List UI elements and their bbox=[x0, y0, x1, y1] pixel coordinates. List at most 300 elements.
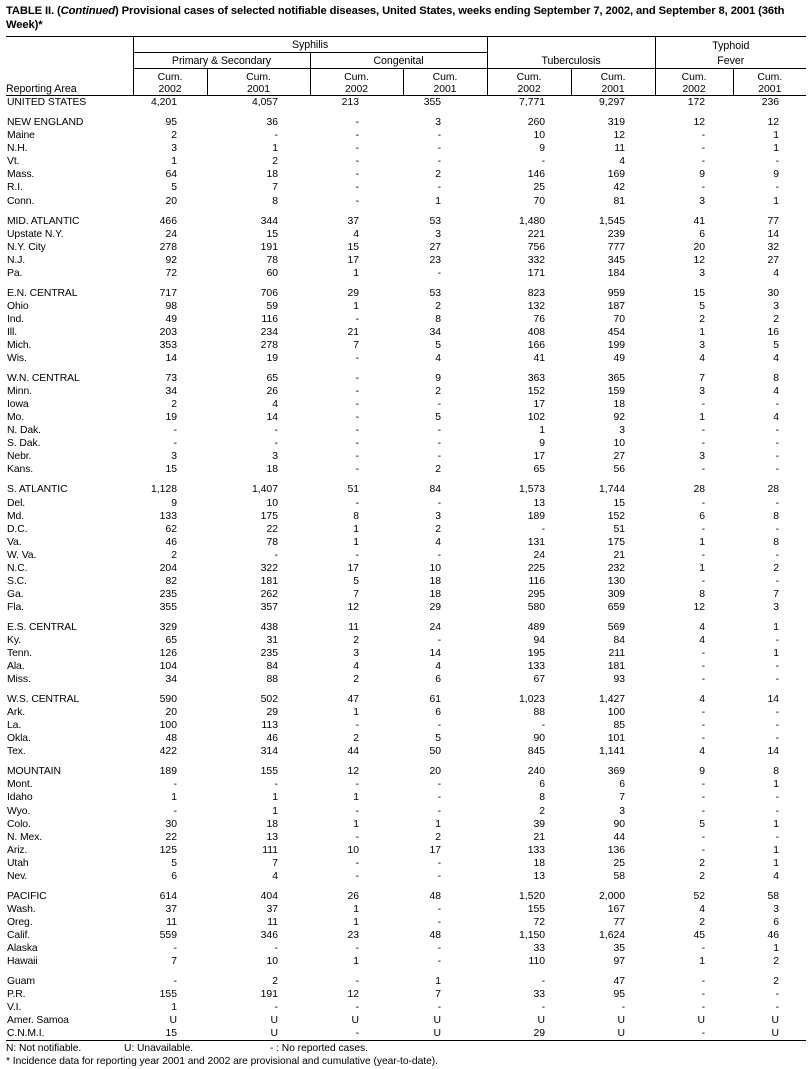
data-cell: 3 bbox=[699, 195, 706, 207]
reporting-area-cell: Upstate N.Y. bbox=[7, 228, 64, 240]
data-cell: 14 bbox=[767, 746, 780, 758]
reporting-area-cell: S.C. bbox=[7, 575, 27, 587]
data-cell: 4 bbox=[353, 228, 359, 240]
table-row bbox=[6, 463, 806, 476]
data-cell: 580 bbox=[527, 601, 546, 613]
data-cell: 1,023 bbox=[519, 694, 546, 706]
data-cell: 167 bbox=[607, 903, 626, 915]
table-row bbox=[6, 805, 806, 818]
data-cell: 20 bbox=[429, 766, 442, 778]
data-cell: 90 bbox=[533, 733, 546, 745]
data-cell: - bbox=[437, 805, 442, 817]
data-cell: 5 bbox=[699, 818, 706, 830]
data-cell: 3 bbox=[619, 425, 626, 437]
data-cell: 1 bbox=[773, 621, 780, 633]
data-cell: - bbox=[355, 438, 359, 450]
colhead-cum: Cum. bbox=[516, 72, 542, 83]
data-cell: 3 bbox=[272, 451, 278, 463]
data-cell: 1,141 bbox=[599, 746, 626, 758]
data-cell: - bbox=[701, 674, 706, 686]
data-cell: 2 bbox=[539, 805, 546, 817]
data-cell: 1 bbox=[353, 956, 359, 968]
data-cell: 7 bbox=[353, 339, 359, 351]
data-cell: 53 bbox=[429, 215, 442, 227]
reporting-area-cell: La. bbox=[7, 720, 22, 732]
data-cell: 9,297 bbox=[599, 97, 626, 109]
data-cell: 37 bbox=[347, 215, 359, 227]
table-row bbox=[6, 398, 806, 411]
reporting-area-cell: W.N. CENTRAL bbox=[7, 373, 80, 385]
data-cell: 58 bbox=[767, 890, 780, 902]
reporting-area-cell: Ind. bbox=[7, 313, 24, 325]
data-cell: - bbox=[355, 720, 359, 732]
data-cell: 155 bbox=[527, 903, 546, 915]
data-cell: - bbox=[775, 805, 780, 817]
data-cell: 133 bbox=[527, 661, 546, 673]
colhead-cum: Cum. bbox=[344, 72, 369, 83]
data-cell: 4 bbox=[773, 870, 780, 882]
data-cell: 31 bbox=[266, 634, 278, 646]
data-cell: 4 bbox=[773, 412, 780, 424]
data-cell: 1 bbox=[435, 195, 442, 207]
data-cell: - bbox=[701, 792, 706, 804]
data-cell: 332 bbox=[527, 254, 546, 266]
data-cell: 48 bbox=[429, 929, 442, 941]
reporting-area-cell: Fla. bbox=[7, 601, 24, 613]
reporting-area-cell: Va. bbox=[7, 536, 22, 548]
data-cell: 133 bbox=[159, 510, 177, 522]
table-row bbox=[6, 241, 806, 254]
table-row bbox=[6, 903, 806, 916]
data-cell: 16 bbox=[767, 326, 780, 338]
data-cell: 1 bbox=[773, 130, 780, 142]
reporting-area-cell: W.S. CENTRAL bbox=[7, 694, 80, 706]
data-cell: 166 bbox=[527, 339, 546, 351]
data-cell: 353 bbox=[159, 339, 177, 351]
data-cell: - bbox=[541, 523, 546, 535]
data-cell: 27 bbox=[613, 451, 626, 463]
data-cell: 363 bbox=[527, 373, 546, 385]
data-cell: 225 bbox=[527, 562, 546, 574]
data-cell: 41 bbox=[693, 215, 706, 227]
data-cell: 27 bbox=[767, 254, 780, 266]
data-cell: 18 bbox=[266, 464, 278, 476]
table-row bbox=[6, 765, 806, 778]
reporting-area-cell: MOUNTAIN bbox=[7, 766, 61, 778]
data-cell: 25 bbox=[533, 182, 546, 194]
data-cell: - bbox=[274, 943, 278, 954]
data-cell: 3 bbox=[435, 228, 442, 240]
data-cell: 295 bbox=[527, 588, 546, 600]
data-cell: 41 bbox=[533, 353, 546, 365]
data-cell: 14 bbox=[165, 353, 177, 365]
header-corner-blank bbox=[6, 37, 133, 53]
legend-n: N: Not notifiable. bbox=[6, 1043, 82, 1055]
reporting-area-cell: Maine bbox=[7, 130, 35, 142]
data-cell: - bbox=[437, 634, 442, 646]
data-cell: 7,771 bbox=[519, 97, 546, 109]
data-cell: 7 bbox=[773, 588, 780, 600]
data-cell: 17 bbox=[347, 562, 359, 574]
data-cell: 12 bbox=[613, 130, 626, 142]
data-cell: 4 bbox=[272, 870, 278, 882]
reporting-area-cell: N. Dak. bbox=[7, 425, 41, 437]
table-row bbox=[6, 437, 806, 450]
reporting-area-cell: Okla. bbox=[7, 733, 31, 745]
table-row bbox=[6, 857, 806, 870]
data-cell: 365 bbox=[607, 373, 626, 385]
data-cell: U bbox=[351, 1015, 359, 1027]
data-cell: 28 bbox=[767, 484, 780, 496]
data-cell: 26 bbox=[266, 386, 278, 398]
data-cell: 355 bbox=[159, 601, 177, 613]
data-cell: - bbox=[775, 674, 780, 686]
data-cell: - bbox=[274, 130, 278, 142]
reporting-area-cell: Ill. bbox=[7, 326, 17, 338]
data-cell: 94 bbox=[533, 634, 546, 646]
data-cell: 235 bbox=[159, 588, 177, 600]
data-cell: 22 bbox=[266, 523, 278, 535]
table-row bbox=[6, 673, 806, 686]
data-cell: 8 bbox=[353, 510, 359, 522]
data-cell: 2 bbox=[272, 976, 278, 988]
data-cell: 3 bbox=[353, 648, 359, 660]
colhead-year: 2002 bbox=[517, 83, 541, 95]
data-cell: 12 bbox=[693, 601, 706, 613]
data-cell: 35 bbox=[613, 943, 626, 954]
reporting-area-cell: Conn. bbox=[7, 195, 35, 207]
data-cell: 1 bbox=[773, 818, 780, 830]
table-row bbox=[6, 450, 806, 463]
data-cell: 1 bbox=[435, 818, 442, 830]
data-cell: - bbox=[701, 156, 706, 168]
data-cell: 25 bbox=[613, 857, 626, 869]
data-cell: 659 bbox=[607, 601, 626, 613]
data-cell: 189 bbox=[527, 510, 546, 522]
data-cell: - bbox=[701, 425, 706, 437]
data-cell: 93 bbox=[613, 674, 626, 686]
data-cell: 110 bbox=[528, 956, 546, 968]
data-cell: 1 bbox=[699, 562, 706, 574]
data-cell: U bbox=[733, 1027, 806, 1041]
data-cell: - bbox=[701, 575, 706, 587]
reporting-area-cell: Del. bbox=[7, 497, 26, 509]
data-cell: 4 bbox=[699, 746, 706, 758]
data-cell: 4 bbox=[619, 156, 626, 168]
table-row bbox=[6, 523, 806, 536]
data-cell: 3 bbox=[699, 451, 706, 463]
spacer-cell bbox=[6, 208, 806, 215]
table-row bbox=[6, 313, 806, 326]
data-cell: 204 bbox=[159, 562, 177, 574]
reporting-area-cell: Nebr. bbox=[7, 451, 32, 463]
data-cell: 14 bbox=[266, 412, 278, 424]
data-cell: 11 bbox=[267, 916, 278, 928]
data-cell: 62 bbox=[165, 523, 177, 535]
reporting-area-cell: N.H. bbox=[7, 143, 28, 155]
data-cell: 78 bbox=[266, 536, 278, 548]
reporting-area-cell: Alaska bbox=[7, 943, 38, 954]
data-cell: - bbox=[437, 1002, 442, 1014]
notifiable-diseases-table bbox=[6, 36, 806, 1041]
data-cell: 24 bbox=[165, 228, 177, 240]
data-cell: - bbox=[775, 497, 780, 509]
data-cell: - bbox=[701, 844, 706, 856]
reporting-area-cell: Nev. bbox=[7, 870, 28, 882]
table-row bbox=[6, 706, 806, 719]
data-cell: - bbox=[775, 182, 780, 194]
data-cell: 2 bbox=[353, 674, 359, 686]
colhead-cum: Cum. bbox=[432, 72, 458, 83]
table-footnotes bbox=[6, 1043, 806, 1069]
data-cell: 33 bbox=[533, 989, 546, 1001]
spacer-cell bbox=[6, 476, 806, 483]
data-cell: 15 bbox=[693, 287, 706, 299]
data-cell: 92 bbox=[613, 412, 626, 424]
data-cell: 2 bbox=[699, 916, 706, 928]
data-cell: - bbox=[437, 451, 442, 463]
data-cell: 24 bbox=[533, 549, 546, 561]
reporting-area-cell: N.C. bbox=[7, 562, 28, 574]
header-row-subgroups bbox=[6, 53, 806, 69]
data-cell: 28 bbox=[693, 484, 706, 496]
data-cell: 3 bbox=[435, 510, 442, 522]
data-cell: 48 bbox=[429, 890, 442, 902]
data-cell: - bbox=[701, 943, 706, 954]
data-cell: 17 bbox=[533, 399, 546, 411]
data-cell: 15 bbox=[613, 497, 626, 509]
data-cell: 4 bbox=[353, 661, 359, 673]
table-row bbox=[6, 155, 806, 168]
data-cell: 152 bbox=[607, 510, 626, 522]
data-cell: - bbox=[437, 267, 442, 279]
data-cell: - bbox=[701, 523, 706, 535]
data-cell: 175 bbox=[260, 510, 278, 522]
column-header-typhoid-2002 bbox=[655, 69, 733, 96]
table-row bbox=[6, 497, 806, 510]
data-cell: 17 bbox=[533, 451, 546, 463]
reporting-area-cell: D.C. bbox=[7, 523, 28, 535]
data-cell: 1,573 bbox=[519, 484, 546, 496]
data-cell: 262 bbox=[260, 588, 278, 600]
data-cell: 221 bbox=[527, 228, 546, 240]
table-row bbox=[6, 254, 806, 267]
reporting-area-cell: Ark. bbox=[7, 707, 26, 719]
data-cell: - bbox=[701, 438, 706, 450]
data-cell: 187 bbox=[607, 300, 626, 312]
group-tuberculosis-spacer bbox=[487, 37, 655, 53]
table-row bbox=[6, 300, 806, 313]
data-cell: 7 bbox=[353, 588, 359, 600]
data-cell: 72 bbox=[533, 916, 546, 928]
footnote-star bbox=[6, 1056, 806, 1069]
column-header-syphilis-ps-2001 bbox=[207, 69, 310, 96]
data-cell: 1 bbox=[773, 143, 780, 155]
data-cell: - bbox=[775, 549, 780, 561]
data-cell: 59 bbox=[266, 300, 278, 312]
data-cell: 14 bbox=[767, 228, 780, 240]
data-cell: 236 bbox=[761, 97, 780, 109]
data-cell: 104 bbox=[159, 661, 177, 673]
data-cell: 1 bbox=[353, 300, 359, 312]
data-cell: 404 bbox=[260, 890, 278, 902]
data-cell: 125 bbox=[159, 844, 177, 856]
data-cell: - bbox=[173, 779, 177, 791]
data-cell: - bbox=[701, 661, 706, 673]
table-row bbox=[6, 719, 806, 732]
data-cell: 213 bbox=[341, 97, 359, 109]
data-cell: 11 bbox=[614, 143, 626, 155]
table-row bbox=[6, 215, 806, 228]
data-cell: - bbox=[355, 156, 359, 168]
table-row bbox=[6, 693, 806, 706]
reporting-area-cell: Mich. bbox=[7, 339, 32, 351]
data-cell: - bbox=[355, 182, 359, 194]
data-cell: 3 bbox=[773, 601, 780, 613]
data-cell: 211 bbox=[608, 648, 626, 660]
reporting-area-cell: N.Y. City bbox=[7, 241, 46, 253]
data-cell: 1 bbox=[272, 143, 278, 155]
data-cell: 102 bbox=[527, 412, 546, 424]
data-cell: - bbox=[541, 1002, 546, 1014]
column-header-tb-2001 bbox=[571, 69, 655, 96]
group-typhoid-line2: Fever bbox=[655, 53, 806, 69]
data-cell: 84 bbox=[613, 634, 626, 646]
data-cell: 77 bbox=[613, 916, 626, 928]
data-cell: 1,150 bbox=[519, 929, 546, 941]
table-body bbox=[6, 96, 806, 1041]
data-cell: 2 bbox=[773, 562, 780, 574]
table-spacer-row bbox=[6, 968, 806, 975]
table-row bbox=[6, 228, 806, 241]
reporting-area-cell: Ariz. bbox=[7, 844, 28, 856]
data-cell: 155 bbox=[159, 989, 177, 1001]
data-cell: 3 bbox=[699, 339, 706, 351]
data-cell: 2 bbox=[435, 169, 442, 181]
data-cell: 1 bbox=[773, 943, 780, 954]
data-cell: 64 bbox=[165, 169, 177, 181]
table-row bbox=[6, 510, 806, 523]
data-cell: - bbox=[701, 733, 706, 745]
data-cell: 21 bbox=[347, 326, 359, 338]
data-cell: 14 bbox=[429, 648, 442, 660]
data-cell: 489 bbox=[527, 621, 546, 633]
data-cell: 5 bbox=[435, 412, 442, 424]
data-cell: 4 bbox=[699, 621, 706, 633]
data-cell: 1 bbox=[353, 523, 359, 535]
data-cell: 10 bbox=[266, 497, 278, 509]
data-cell: 81 bbox=[613, 195, 626, 207]
data-cell: - bbox=[701, 399, 706, 411]
data-cell: 9 bbox=[539, 143, 546, 155]
data-cell: 8 bbox=[773, 373, 780, 385]
column-header-syphilis-cong-2002 bbox=[310, 69, 403, 96]
data-cell: 235 bbox=[260, 648, 278, 660]
data-cell: 95 bbox=[613, 989, 626, 1001]
table-spacer-row bbox=[6, 883, 806, 890]
data-cell: - bbox=[173, 805, 177, 817]
data-cell: 15 bbox=[165, 464, 177, 476]
data-cell: 130 bbox=[607, 575, 626, 587]
header-blank-2 bbox=[6, 53, 133, 69]
reporting-area-cell: Hawaii bbox=[7, 956, 38, 968]
data-cell: 5 bbox=[435, 339, 442, 351]
data-cell: 6 bbox=[773, 916, 780, 928]
data-cell: 9 bbox=[435, 373, 442, 385]
data-cell: 2 bbox=[353, 733, 359, 745]
data-cell: 85 bbox=[613, 720, 626, 732]
table-row bbox=[6, 267, 806, 280]
spacer-cell bbox=[6, 109, 806, 116]
data-cell: 1 bbox=[773, 857, 780, 869]
reporting-area-cell: Miss. bbox=[7, 674, 31, 686]
data-cell: 10 bbox=[429, 562, 442, 574]
data-cell: U bbox=[617, 1015, 626, 1027]
data-cell: 51 bbox=[347, 484, 359, 496]
table-row bbox=[6, 916, 806, 929]
data-cell: - bbox=[541, 720, 546, 732]
colhead-cum: Cum. bbox=[600, 72, 626, 83]
colhead-year: 2002 bbox=[344, 83, 369, 95]
reporting-area-cell: Md. bbox=[7, 510, 25, 522]
reporting-area-cell: Pa. bbox=[7, 267, 23, 279]
data-cell: 559 bbox=[159, 929, 177, 941]
data-cell: 39 bbox=[533, 818, 546, 830]
data-cell: - bbox=[701, 648, 706, 660]
table-row bbox=[6, 385, 806, 398]
reporting-area-cell: Ga. bbox=[7, 588, 24, 600]
data-cell: 3 bbox=[171, 451, 177, 463]
data-cell: 24 bbox=[429, 621, 442, 633]
data-cell: - bbox=[775, 720, 780, 732]
data-cell: - bbox=[355, 169, 359, 181]
data-cell: 7 bbox=[272, 857, 278, 869]
data-cell: 19 bbox=[266, 353, 278, 365]
data-cell: 7 bbox=[171, 956, 177, 968]
data-cell: 42 bbox=[613, 182, 626, 194]
data-cell: - bbox=[355, 805, 359, 817]
table-spacer-row bbox=[6, 758, 806, 765]
reporting-area-cell: R.I. bbox=[7, 182, 23, 194]
data-cell: 169 bbox=[607, 169, 626, 181]
data-cell: - bbox=[437, 497, 442, 509]
data-cell: - bbox=[775, 575, 780, 587]
reporting-area-cell: Wyo. bbox=[7, 805, 31, 817]
data-cell: - bbox=[701, 497, 706, 509]
data-cell: 756 bbox=[527, 241, 546, 253]
data-cell: - bbox=[310, 1027, 403, 1041]
data-cell: 12 bbox=[347, 766, 359, 778]
table-spacer-row bbox=[6, 280, 806, 287]
data-cell: 20 bbox=[165, 707, 177, 719]
data-cell: 191 bbox=[260, 989, 278, 1001]
data-cell: 4 bbox=[773, 267, 780, 279]
data-cell: 15 bbox=[266, 228, 278, 240]
data-cell: 44 bbox=[347, 746, 359, 758]
data-cell: 19 bbox=[165, 412, 177, 424]
data-cell: 46 bbox=[266, 733, 278, 745]
data-cell: 6 bbox=[435, 674, 442, 686]
data-cell: 1 bbox=[171, 156, 177, 168]
data-cell: 1,624 bbox=[599, 929, 626, 941]
data-cell: 4,201 bbox=[150, 97, 177, 109]
data-cell: 1 bbox=[353, 916, 359, 928]
data-cell: 12 bbox=[347, 989, 359, 1001]
data-cell: - bbox=[355, 143, 359, 155]
data-cell: 1 bbox=[272, 792, 278, 804]
data-cell: 4 bbox=[435, 353, 442, 365]
data-cell: 30 bbox=[165, 818, 177, 830]
